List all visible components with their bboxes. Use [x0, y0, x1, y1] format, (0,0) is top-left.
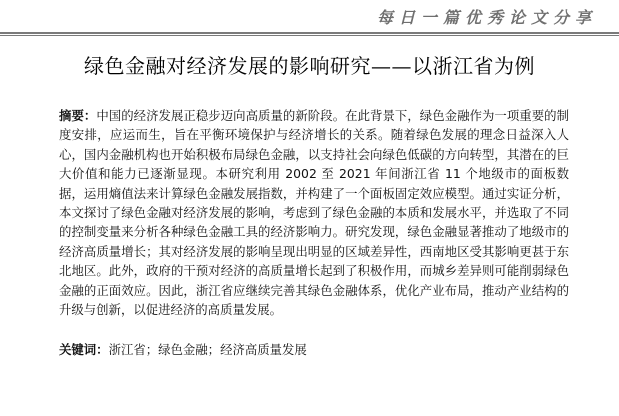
keywords-line — [59, 340, 569, 359]
header-banner — [0, 0, 619, 36]
abstract-text: 中国的经济发展正稳步迈向高质量的新阶段。在此背景下，绿色金融作为一项重要的制度安排，应运而生，旨在平衡环境保护与经济增长的关系。随着绿色发展的理念日益深入人心，国内金融机构也开始积极布局绿色金融，以支持社会向绿色低碳的方向转型，其潜在的巨大价值和能力已逐渐显现。本研究利用 2002 至 2021 年间浙江省 11 个地级市的面板数据，运用熵值法来计算绿色金融发展指数，并构建了一个面板固定效应模型。通过实证分析，本文探讨了绿色金融对经济发展的影响，考虑到了绿色金融的本质和发展水平，并选取了不同的控制变量来分析各种绿色金融工具的经济影响力。研究发现，绿色金融显著推动了地级市的经济高质量增长；其对经济发展的影响呈现出明显的区域差异性，西南地区受其影响更甚于东北地区。此外，政府的干预对经济的高质量增长起到了积极作用，而城乡差异则可能削弱绿色金融的正面效应。因此，浙江省应继续完善其绿色金融体系，优化产业布局，推动产业结构的升级与创新，以促进经济的高质量发展。 — [59, 108, 570, 318]
paper-title: 绿色金融对经济发展的影响研究——以浙江省为例 — [84, 54, 535, 78]
abstract-paragraph — [59, 106, 569, 319]
keywords-text: 浙江省；绿色金融；经济高质量发展 — [108, 342, 307, 357]
abstract-label: 摘要： — [59, 108, 97, 123]
keywords-label: 关键词： — [59, 342, 109, 357]
header-rule — [0, 32, 619, 34]
header-banner-text: 每日一篇优秀论文分享 — [376, 8, 597, 27]
header-rule — [0, 35, 619, 36]
